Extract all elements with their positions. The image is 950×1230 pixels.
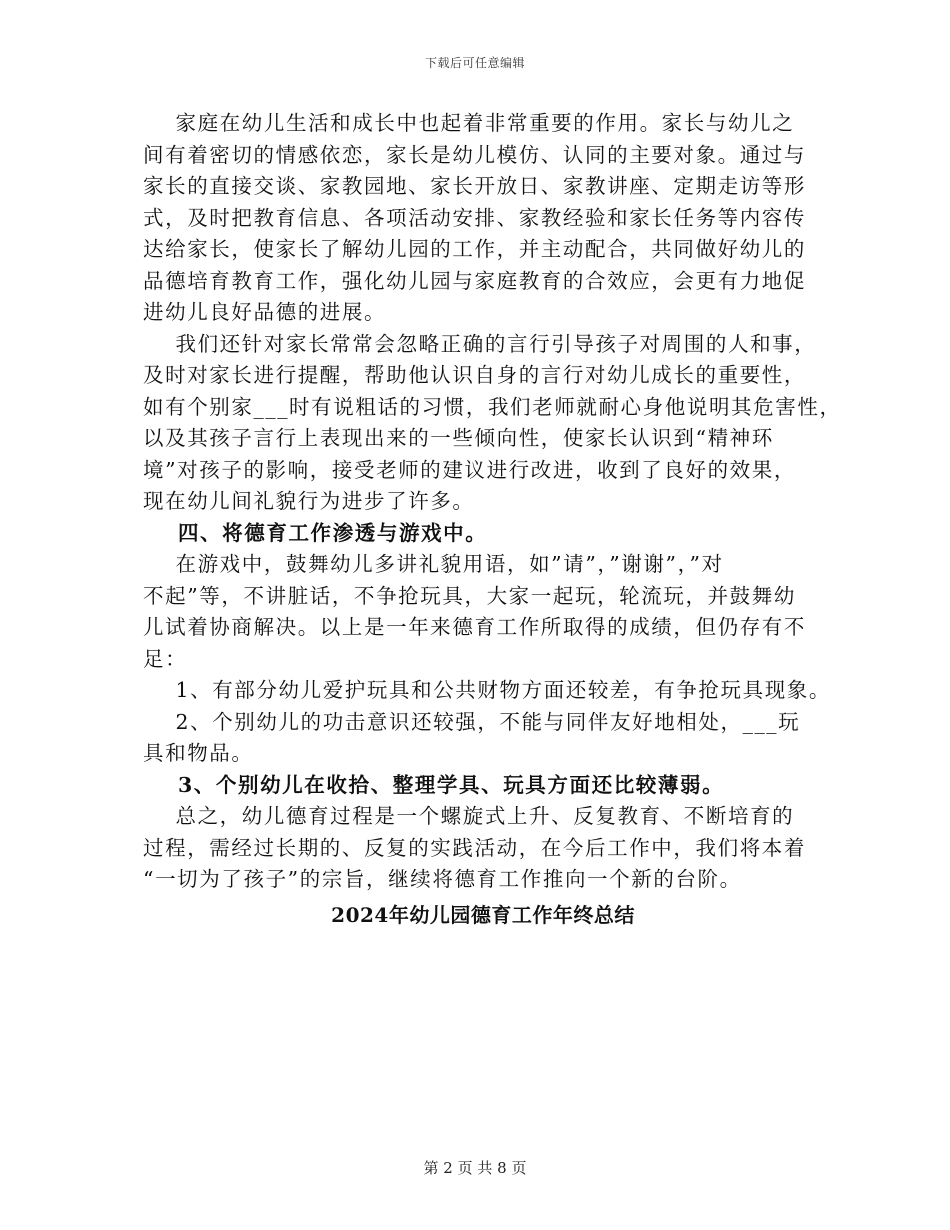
text-line: 品德培育教育工作，强化幼儿园与家庭教育的合效应，会更有力地促: [143, 268, 806, 293]
text-line: 如有个别家___时有说粗话的习惯，我们老师就耐心身他说明其危害性，: [143, 394, 842, 419]
text-line: “一切为了孩子”的宗旨，继续将德育工作推向一个新的台阶。: [143, 867, 742, 891]
list-item: 1、有部分幼儿爱护玩具和公共财物方面还较差，有争抢玩具现象。: [143, 678, 832, 702]
text-line: 足：: [143, 646, 188, 671]
text-line: 我们还针对家长常常会忽略正确的言行引导孩子对周围的人和事，: [143, 331, 817, 356]
text-line: 总之，幼儿德育过程是一个螺旋式上升、反复教育、不断培育的: [143, 804, 795, 828]
text-line: 境”对孩子的影响，接受老师的建议进行改进，收到了良好的效果，: [143, 457, 796, 482]
document-title: 2024年幼儿园德育工作年终总结: [331, 902, 635, 927]
text-line: 家庭在幼儿生活和成长中也起着非常重要的作用。家长与幼儿之: [143, 111, 795, 135]
page-header: 下载后可任意编辑: [424, 56, 525, 70]
text-line: 达给家长，使家长了解幼儿园的工作，并主动配合，共同做好幼儿的: [143, 237, 806, 261]
text-line: 式，及时把教育信息、各项活动安排、家教经验和家长任务等内容传: [143, 205, 806, 230]
text-line: 进幼儿良好品德的进展。: [143, 300, 387, 324]
text-line: 具和物品。: [143, 741, 254, 765]
text-line: 过程，需经过长期的、反复的实践活动，在今后工作中，我们将本着: [143, 835, 806, 860]
text-line: 儿试着协商解决。以上是一年来德育工作所取得的成绩，但仍存有不: [143, 615, 806, 639]
text-line: 现在幼儿间礼貌行为进步了许多。: [143, 489, 475, 513]
list-item: 2、个别幼儿的功击意识还较强，不能与同伴友好地相处，___玩: [143, 709, 801, 734]
text-line: 家长的直接交谈、家教园地、家长开放日、家教讲座、定期走访等形: [143, 174, 806, 198]
page-number: 第 2 页 共 8 页: [423, 1159, 527, 1177]
section-heading: 四、将德育工作渗透与游戏中。: [143, 520, 488, 545]
text-line: 及时对家长进行提醒，帮助他认识自身的言行对幼儿成长的重要性，: [143, 363, 806, 387]
document-body: [143, 108, 842, 931]
text-line: 在游戏中，鼓舞幼儿多讲礼貌用语，如”请”，”谢谢”，”对: [143, 552, 724, 576]
text-line: 不起”等，不讲脏话，不争抢玩具，大家一起玩，轮流玩，并鼓舞幼: [143, 583, 796, 608]
text-line: 间有着密切的情感依恋，家长是幼儿模仿、认同的主要对象。通过与: [143, 142, 806, 167]
text-line: 以及其孩子言行上表现出来的一些倾向性，使家长认识到“精神环: [143, 426, 774, 450]
list-item: 3、个别幼儿在收拾、整理学具、玩具方面还比较薄弱。: [143, 772, 725, 797]
